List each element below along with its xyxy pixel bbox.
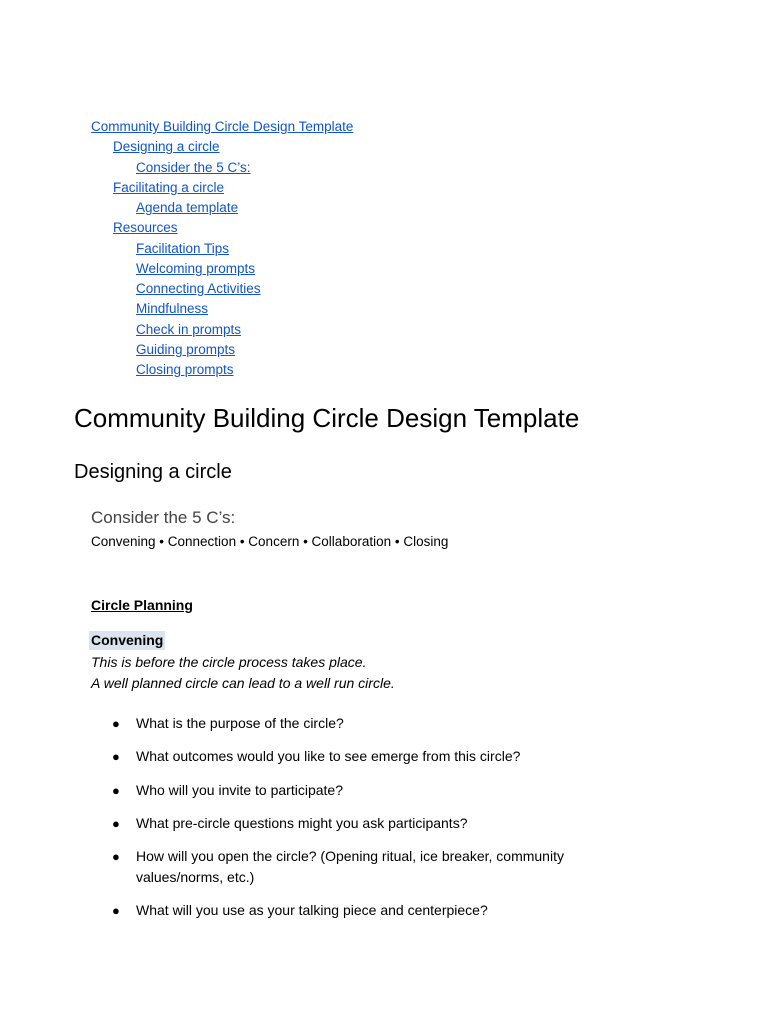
toc-link-consider-the-5-cs[interactable]: Consider the 5 C’s: xyxy=(136,159,251,175)
toc-link-resources[interactable]: Resources xyxy=(113,220,178,236)
document-title: Community Building Circle Design Template xyxy=(74,403,580,433)
list-item xyxy=(112,713,632,734)
toc-link-closing-prompts[interactable]: Closing prompts xyxy=(136,362,234,377)
bullet-icon: ● xyxy=(112,716,120,731)
bullet-icon: ● xyxy=(112,816,120,831)
question-text: What is the purpose of the circle? xyxy=(136,715,344,731)
list-item xyxy=(112,746,632,767)
question-text: What pre-circle questions might you ask participants? xyxy=(136,815,468,831)
question-text: Who will you invite to participate? xyxy=(136,782,343,798)
section-heading-designing-a-circle: Designing a circle xyxy=(74,461,232,483)
intro-line: A well planned circle can lead to a well run circle. xyxy=(91,675,395,691)
list-item xyxy=(112,846,632,888)
five-cs-list: Convening • Connection • Concern • Collaboration • Closing xyxy=(91,534,449,549)
toc-link-guiding-prompts[interactable]: Guiding prompts xyxy=(136,341,236,357)
toc-link-community-building-circle-design-template[interactable]: Community Building Circle Design Template xyxy=(91,119,354,134)
circle-planning-heading: Circle Planning xyxy=(91,597,193,613)
bullet-icon: ● xyxy=(112,849,120,864)
bullet-icon: ● xyxy=(112,783,120,798)
list-item xyxy=(112,900,632,921)
toc-link-connecting-activities[interactable]: Connecting Activities xyxy=(136,281,261,296)
bullet-icon: ● xyxy=(112,749,120,764)
toc-link-check-in-prompts[interactable]: Check in prompts xyxy=(136,321,242,337)
bullet-icon: ● xyxy=(112,903,120,918)
intro-line: This is before the circle process takes place. xyxy=(91,654,367,670)
toc-link-agenda-template[interactable]: Agenda template xyxy=(136,200,239,215)
toc-link-mindfulness[interactable]: Mindfulness xyxy=(136,301,209,317)
question-text: What will you use as your talking piece and centerpiece? xyxy=(136,902,488,918)
toc-link-facilitating-a-circle[interactable]: Facilitating a circle xyxy=(113,179,225,195)
toc-link-facilitation-tips[interactable]: Facilitation Tips xyxy=(136,240,230,256)
toc-link-designing-a-circle[interactable]: Designing a circle xyxy=(113,139,220,155)
convening-heading: Convening xyxy=(91,632,164,648)
list-item xyxy=(112,813,632,834)
list-item xyxy=(112,780,632,801)
subsection-heading-five-cs: Consider the 5 C’s: xyxy=(91,508,236,527)
question-text: What outcomes would you like to see emerge from this circle? xyxy=(136,748,521,764)
question-text: How will you open the circle? (Opening ritual, ice breaker, community values/norms, etc.) xyxy=(136,848,564,885)
toc-link-welcoming-prompts[interactable]: Welcoming prompts xyxy=(136,260,256,276)
